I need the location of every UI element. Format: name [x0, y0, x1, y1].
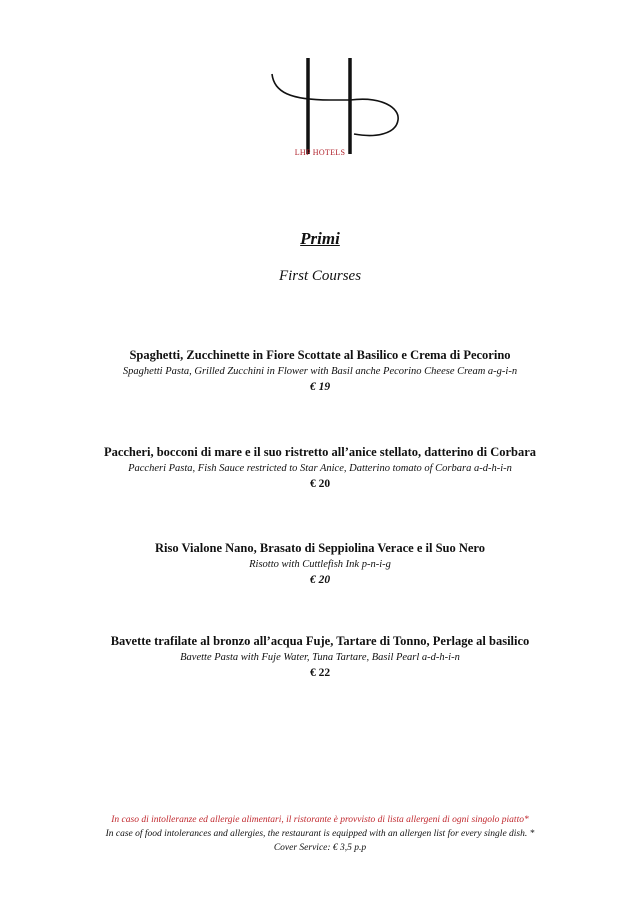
- section-subtitle: First Courses: [278, 268, 362, 284]
- allergy-note-english: In case of food intolerances and allergies, the restaurant is equipped with an allergen list for every single dish. *: [105, 829, 535, 839]
- menu-item: [0, 347, 640, 395]
- dish-description: Paccheri Pasta, Fish Sauce restricted to Star Anice, Datterino tomato of Corbara a-d-h-i-n: [128, 463, 512, 474]
- dish-name: Spaghetti, Zucchinette in Fiore Scottate al Basilico e Crema di Pecorino: [129, 348, 511, 362]
- footer-notes: [0, 813, 640, 855]
- menu-item: [0, 633, 640, 681]
- dish-name: Paccheri, bocconi di mare e il suo ristretto all’anice stellato, datterino di Corbara: [103, 445, 537, 459]
- dish-description: Risotto with Cuttlefish Ink p-n-i-g: [249, 559, 391, 570]
- dish-price: € 22: [309, 667, 331, 679]
- dish-name: Riso Vialone Nano, Brasato di Seppiolina Verace e il Suo Nero: [154, 541, 485, 555]
- dish-description: Bavette Pasta with Fuje Water, Tuna Tartare, Basil Pearl a-d-h-i-n: [180, 652, 460, 663]
- menu-item: [0, 444, 640, 492]
- allergy-note-italian: In caso di intolleranze ed allergie alimentari, il ristorante è provvisto di lista allergeni di ogni singolo piatto*: [111, 815, 529, 825]
- dish-name: Bavette trafilate al bronzo all’acqua Fuje, Tartare di Tonno, Perlage al basilico: [110, 634, 530, 648]
- dish-price: € 19: [309, 381, 331, 393]
- brand-name: LHP HOTELS: [294, 148, 346, 157]
- section-title: Primi: [300, 229, 340, 248]
- cover-service: Cover Service: € 3,5 p.p: [273, 843, 367, 853]
- menu-item: [0, 540, 640, 588]
- lhp-logo: [270, 56, 402, 160]
- dish-price: € 20: [309, 574, 331, 586]
- dish-description: Spaghetti Pasta, Grilled Zucchini in Flower with Basil anche Pecorino Cheese Cream a-g-i-n: [122, 366, 518, 377]
- dish-price: € 20: [309, 478, 331, 490]
